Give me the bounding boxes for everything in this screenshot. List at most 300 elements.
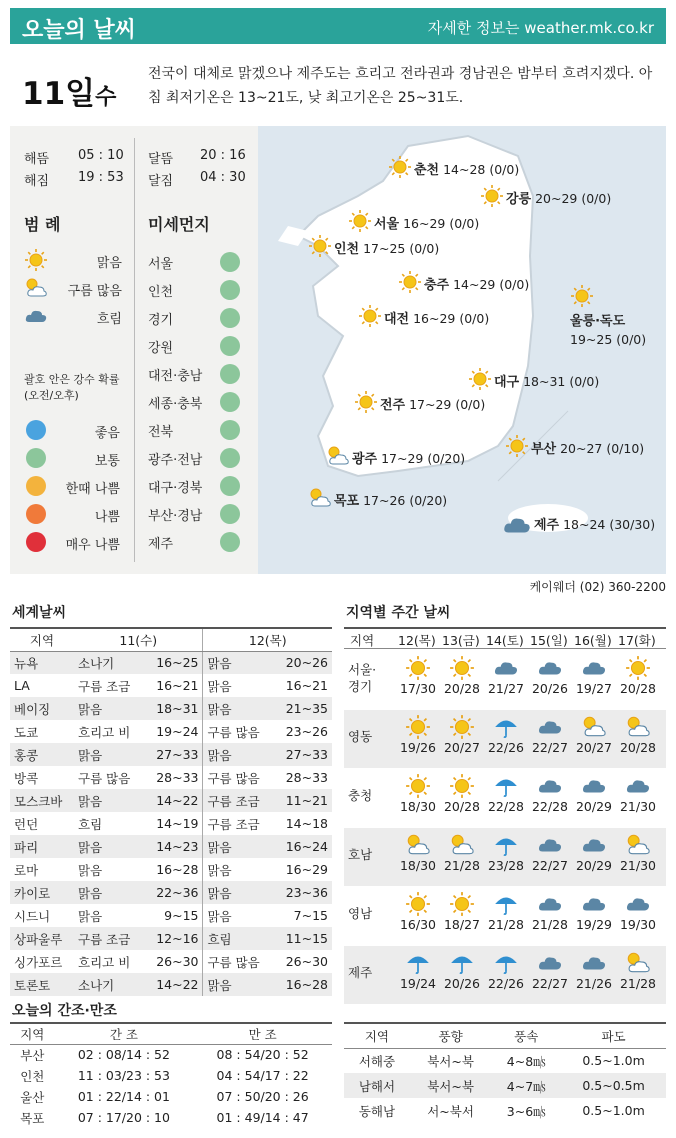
partly-cloudy-icon [308,486,332,510]
table-cell: 모스크바 [10,789,74,812]
weekly-cell [396,950,440,991]
cloud-icon [502,510,532,540]
weekly-header: 14(토) [486,633,524,648]
dust-region: 전북 [148,425,174,440]
cloud-icon [625,891,651,917]
city-name: 목포 [334,494,360,509]
partly-cloudy-icon [405,832,431,858]
sunrise-label: 해뜸 [24,152,50,167]
table-cell: 맑음 [74,835,144,858]
table-cell: 부산 [20,1047,45,1063]
cloud-icon [581,773,607,799]
weekly-cell [396,655,440,696]
dust-region: 광주·전남 [148,453,203,468]
table-cell: 맑음 [74,881,144,904]
weekly-cell [616,655,660,696]
moonrise-label: 달뜸 [148,152,174,167]
city-temp: 17~29 (0/0) [405,397,486,412]
dust-region: 제주 [148,537,174,552]
cloud-icon [581,832,607,858]
weekly-temp: 19/30 [619,917,657,932]
sun-icon [358,304,382,328]
table-cell: 14~22 [144,789,203,812]
cloud-icon [581,950,607,976]
weekly-temp: 21/27 [487,681,525,696]
table-cell: 16~29 [285,862,328,877]
weekly-cell [484,714,528,755]
table-cell: 0.5~0.5m [582,1078,645,1093]
table-cell: 26~30 [156,954,199,969]
city-name: 전주 [380,398,406,413]
table-cell: 16~21 [285,678,328,693]
table-cell: 16~21 [156,678,199,693]
weekly-cell [616,891,660,932]
weekly-cell [440,714,484,755]
map-city [506,188,611,207]
weekly-cell [396,832,440,873]
weekly-cell [528,950,572,991]
dust-region: 서울 [148,257,174,272]
table-cell: 11~15 [274,927,332,950]
table-cell: 소나기 [74,651,144,674]
table-cell: 홍콩 [10,743,74,766]
legend-label: 맑음 [96,256,122,271]
weekly-temp: 22/26 [487,740,525,755]
city-name: 춘천 [414,163,440,178]
weekly-temp: 23/28 [487,858,525,873]
table-cell: 7~15 [293,908,328,923]
weekly-temp: 20/28 [443,681,481,696]
map-city [384,308,489,327]
dust-face-icon [220,504,240,524]
sun-icon [405,891,431,917]
table-row [10,766,332,789]
map-city [570,312,646,349]
table-cell: 목포 [20,1110,45,1126]
table-cell: 시드니 [14,908,51,924]
map-city [424,274,529,293]
map-city [374,213,479,232]
table-row [10,927,332,950]
city-temp: 17~29 (0/20) [377,451,466,466]
weekly-temp: 22/27 [531,976,569,991]
moonrise-time: 20 : 16 [200,148,246,163]
tide-table [10,1022,332,1128]
weekly-temp: 22/27 [531,858,569,873]
sea-header: 풍향 [410,1023,491,1048]
city-temp: 20~27 (0/10) [556,441,645,456]
tide-header: 간 조 [55,1023,194,1044]
table-row [10,720,332,743]
table-cell: 07 : 50/20 : 26 [216,1089,309,1104]
weekly-cell [396,891,440,932]
city-name: 광주 [352,452,378,467]
table-cell: 남해서 [358,1078,396,1094]
table-cell: 맑음 [203,973,274,996]
umbrella-icon [493,832,519,858]
table-row [10,1044,332,1065]
weekly-cell [528,655,572,696]
sea-header: 파도 [561,1023,666,1048]
table-cell: 22~36 [144,881,203,904]
weekly-row [344,651,666,709]
table-cell: 11 : 03/23 : 53 [77,1068,170,1083]
city-temp: 14~29 (0/0) [449,277,530,292]
panel-divider [134,138,135,562]
cloud-icon [537,773,563,799]
table-cell: 맑음 [203,743,274,766]
table-cell: 소나기 [74,973,144,996]
table-cell: 16~25 [144,651,203,674]
partly-cloudy-icon [625,950,651,976]
weekly-cell [528,773,572,814]
col-day1: 11(수) [74,628,203,651]
map-city [531,438,644,457]
dust-face-icon [220,336,240,356]
weekly-region: 제주 [348,965,373,980]
table-cell: 27~33 [274,743,332,766]
table-row [344,1048,666,1073]
table-row [10,973,332,996]
partly-cloudy-icon [449,832,475,858]
table-cell: 16~24 [274,835,332,858]
table-cell: 0.5~1.0m [582,1053,645,1069]
dust-face-icon [220,308,240,328]
sun-icon [354,390,378,414]
cloud-icon [581,891,607,917]
dust-level-label: 한때 나쁨 [65,482,120,497]
table-cell: 로마 [14,862,39,878]
table-cell: 19~24 [156,724,199,739]
cloud-icon [537,655,563,681]
city-name: 대전 [384,312,410,327]
dust-face-icon [220,532,240,552]
weekly-row [344,769,666,827]
table-cell: 맑음 [203,674,274,697]
weekly-header: 13(금) [442,633,480,648]
map-city [534,514,655,533]
table-cell: 방콕 [14,770,39,786]
weekly-temp: 22/26 [487,976,525,991]
cloud-icon [537,950,563,976]
weekly-temp: 19/26 [399,740,437,755]
dust-region: 인천 [148,285,174,300]
table-cell: 02 : 08/14 : 52 [77,1047,170,1063]
dust-level-label: 매우 나쁨 [65,538,120,553]
table-cell: 북서~북 [427,1078,474,1094]
city-temp: 18~31 (0/0) [519,374,600,389]
table-row [10,674,332,697]
table-cell: 토론토 [10,973,74,996]
cloud-icon [625,773,651,799]
weekly-temp: 19/29 [575,917,613,932]
weekly-temp: 21/28 [531,917,569,932]
weekly-temp: 20/29 [575,858,613,873]
city-name: 대구 [494,375,520,390]
page-title: 오늘의 날씨 [22,18,136,43]
date-label: 11일수 [22,76,117,112]
weekly-temp: 19/27 [575,681,613,696]
table-row [10,697,332,720]
table-cell: 도쿄 [14,724,39,740]
sun-icon [388,155,412,179]
weekly-cell [484,950,528,991]
table-cell: 북서~북 [427,1053,474,1069]
sun-icon [625,655,651,681]
dust-region: 대전·충남 [148,369,203,384]
sun-icon [570,284,594,308]
table-cell: 맑음 [74,743,144,766]
dust-region: 세종·충북 [148,397,203,412]
weekly-temp: 20/26 [443,976,481,991]
table-cell: 구름 조금 [203,789,274,812]
table-cell: 4~7㎧ [506,1078,546,1094]
table-cell: 서해중 [358,1053,396,1069]
weekly-cell [440,773,484,814]
weekly-header: 17(화) [618,633,656,648]
weekly-row [344,887,666,945]
moonset-label: 달짐 [148,174,174,189]
cloud-icon [537,891,563,917]
table-cell: 구름 조금 [78,678,131,694]
sea-table [344,1022,666,1123]
weekly-cell [528,714,572,755]
table-cell: 07 : 17/20 : 10 [77,1110,170,1125]
map-city [414,159,519,178]
table-row [10,1107,332,1128]
sun-icon [405,714,431,740]
tide-header: 지역 [10,1023,55,1044]
partly-cloudy-icon [625,832,651,858]
dust-region: 강원 [148,341,174,356]
weekly-cell [440,891,484,932]
table-cell: 흐리고 비 [78,954,131,970]
weekly-region: 영남 [348,906,373,921]
partly-cloudy-icon [625,714,651,740]
table-cell: 서~북서 [427,1103,474,1119]
cloud-icon [537,714,563,740]
table-cell: 맑음 [74,697,144,720]
table-cell: 구름 조금 [203,812,274,835]
weekly-temp: 22/28 [487,799,525,814]
weekly-temp: 20/28 [443,799,481,814]
weekly-cell [572,950,616,991]
table-cell: LA [14,678,30,693]
weekly-cell [616,773,660,814]
table-cell: 04 : 54/17 : 22 [216,1068,309,1083]
weekly-temp: 21/28 [619,976,657,991]
summary-text: 전국이 대체로 맑겠으나 제주도는 흐리고 전라권과 경남권은 밤부터 흐려지겠다. 아침 최저기온은 13~21도, 낮 최고기온은 25~31도. [148,66,653,106]
table-cell: 동해남 [358,1103,396,1119]
table-row [10,904,332,927]
table-cell: 11~21 [274,789,332,812]
dust-face-icon [220,476,240,496]
map-city [334,238,439,257]
legend-label: 흐림 [96,312,122,327]
city-temp: 16~29 (0/0) [399,216,480,231]
city-name: 서울 [374,217,400,232]
umbrella-icon [449,950,475,976]
dust-region: 부산·경남 [148,509,203,524]
table-cell: 구름 조금 [74,927,144,950]
weekly-temp: 21/28 [487,917,525,932]
table-cell: 맑음 [78,862,103,878]
table-cell: 구름 많음 [203,720,274,743]
weekly-cell [440,832,484,873]
weekly-row [344,946,666,1004]
map-city [352,448,465,467]
city-temp: 19~25 (0/0) [570,332,647,347]
weekly-region: 서울· 경기 [348,662,377,694]
sun-icon [468,367,492,391]
table-cell: 9~15 [164,908,199,923]
table-cell: 3~6㎧ [506,1103,546,1119]
weekly-temp: 22/28 [531,799,569,814]
weekly-region: 호남 [348,847,373,862]
dust-face-icon [220,364,240,384]
table-cell: 흐림 [78,816,103,832]
weekly-temp: 20/27 [443,740,481,755]
city-name: 충주 [424,278,450,293]
table-cell: 4~8㎧ [506,1053,546,1069]
table-cell: 베이징 [10,697,74,720]
weekly-cell [572,891,616,932]
map-city [494,371,599,390]
city-name: 제주 [534,518,560,533]
cloud-icon [581,655,607,681]
table-cell: 인천 [20,1068,45,1084]
weekly-temp: 20/28 [619,681,657,696]
table-row [10,1065,332,1086]
world-table [10,627,332,996]
weekly-cell [440,950,484,991]
table-cell: 구름 많음 [78,770,131,786]
table-cell: 01 : 49/14 : 47 [216,1110,309,1125]
tide-title: 오늘의 간조·만조 [12,1003,117,1019]
city-temp: 14~28 (0/0) [439,162,520,177]
table-cell: 상파울루 [10,927,74,950]
table-cell: 20~26 [274,651,332,674]
partly-cloudy-icon [326,444,350,468]
sunset-time: 19 : 53 [78,170,124,185]
weekly-cell [484,891,528,932]
table-cell: 28~33 [285,770,328,785]
credit-text: 케이웨더 (02) 360-2200 [529,580,666,594]
table-cell: 싱가포르 [14,954,63,970]
weekly-cell [616,950,660,991]
table-cell: 뉴욕 [10,651,74,674]
map-city [334,490,447,509]
table-row [344,1073,666,1098]
weekly-temp: 21/28 [443,858,481,873]
weekly-cell [440,655,484,696]
table-cell: 흐리고 비 [78,724,131,740]
table-cell: 맑음 [203,651,274,674]
weekly-temp: 18/30 [399,858,437,873]
table-cell: 0.5~1.0m [582,1103,645,1118]
table-row [10,881,332,904]
weekly-temp: 22/27 [531,740,569,755]
dust-face-icon [220,448,240,468]
table-cell: 21~35 [274,697,332,720]
dust-level-label: 나쁨 [94,510,120,525]
table-cell: 구름 많음 [203,950,274,973]
weekly-cell [616,832,660,873]
table-row [344,1098,666,1123]
dust-face-icon [220,280,240,300]
weekly-cell [484,773,528,814]
weekly-cell [572,773,616,814]
table-cell: 23~26 [285,724,328,739]
weekly-cell [572,655,616,696]
table-cell: 맑음 [203,858,274,881]
table-row [10,858,332,881]
sea-header: 지역 [344,1023,410,1048]
weekly-header: 16(월) [574,633,612,648]
table-row [10,651,332,674]
city-temp: 18~24 (30/30) [559,517,656,532]
cloud-icon [537,832,563,858]
table-cell: 23~36 [274,881,332,904]
table-cell: 01 : 22/14 : 01 [77,1089,170,1104]
weekly-cell [572,714,616,755]
weekly-cell [616,714,660,755]
table-cell: 맑음 [203,835,274,858]
table-cell: 28~33 [156,770,199,785]
weekly-temp: 18/30 [399,799,437,814]
weekly-region: 충청 [348,788,373,803]
weekly-row [344,710,666,768]
table-cell: 14~19 [156,816,199,831]
weekly-temp: 19/24 [399,976,437,991]
table-cell: 흐림 [203,927,274,950]
weekly-cell [484,832,528,873]
sun-icon [449,714,475,740]
source-link[interactable]: 자세한 정보는 weather.mk.co.kr [427,19,654,37]
sun-icon [398,270,422,294]
table-cell: 14~23 [144,835,203,858]
header-bar [10,8,666,44]
table-cell: 26~30 [285,954,328,969]
umbrella-icon [493,714,519,740]
weekly-temp: 21/30 [619,858,657,873]
table-cell: 12~16 [144,927,203,950]
col-day2: 12(목) [203,628,332,651]
table-cell: 18~31 [144,697,203,720]
weekly-temp: 20/29 [575,799,613,814]
city-temp: 20~29 (0/0) [531,191,612,206]
world-title: 세계날씨 [12,605,67,621]
weekly-temp: 21/26 [575,976,613,991]
dust-face-icon [220,420,240,440]
weekly-cell [396,714,440,755]
weekly-temp: 16/30 [399,917,437,932]
table-row [10,812,332,835]
table-cell: 구름 많음 [203,766,274,789]
weekly-cell [572,832,616,873]
weekly-temp: 17/30 [399,681,437,696]
col-region: 지역 [10,628,74,651]
city-temp: 16~29 (0/0) [409,311,490,326]
weekly-region: 영동 [348,729,373,744]
sun-icon [405,655,431,681]
table-cell: 맑음 [74,789,144,812]
weekly-cell [484,655,528,696]
weekly-header: 15(일) [530,633,568,648]
umbrella-icon [493,773,519,799]
dust-face-icon [220,252,240,272]
weekly-temp: 21/30 [619,799,657,814]
